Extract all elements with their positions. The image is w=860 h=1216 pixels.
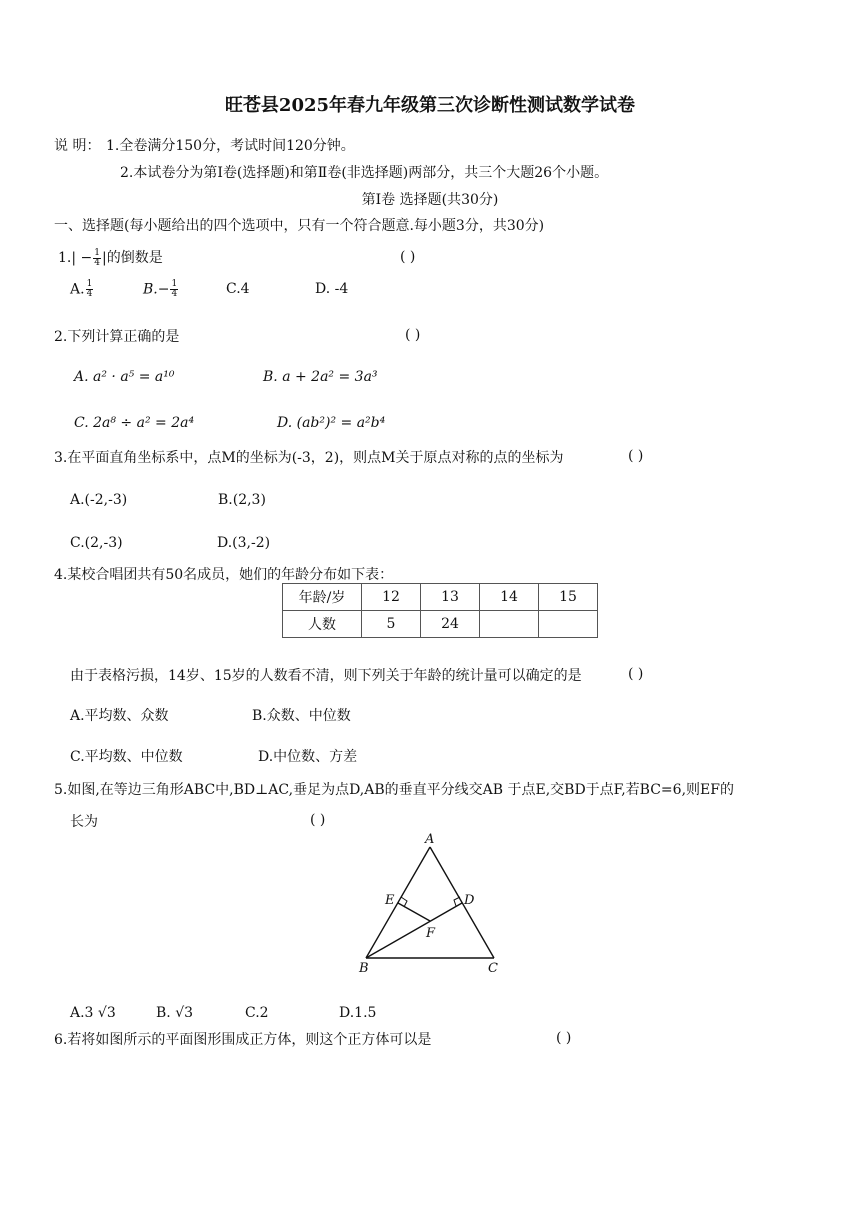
part-heading: 一、选择题(每小题给出的四个选项中，只有一个符合题意.每小题3分，共30分): [54, 218, 545, 234]
answer-paren: ( ): [310, 812, 326, 828]
answer-paren: ( ): [405, 327, 421, 343]
vertex-label-c: C: [488, 961, 498, 976]
table-cell: 人数: [283, 611, 362, 638]
question-3-stem: 3.在平面直角坐标系中，点M的坐标为(-3，2)，则点M关于原点对称的点的坐标为: [54, 450, 564, 466]
vertex-label-b: B: [359, 961, 369, 976]
notes-label: 说 明：: [54, 138, 101, 154]
table-cell: [539, 611, 598, 638]
point-label-e: E: [385, 893, 395, 908]
q5-option-b[interactable]: B. √3: [156, 1005, 194, 1021]
question-1-suffix: |的倒数是: [102, 250, 163, 266]
question-6-stem: 6.若将如图所示的平面图形围成正方体，则这个正方体可以是: [54, 1032, 432, 1048]
table-row: [283, 611, 598, 638]
edge-ab: [366, 847, 430, 958]
q1-option-d[interactable]: D. -4: [315, 281, 349, 297]
q4-option-d[interactable]: D.中位数、方差: [258, 749, 358, 765]
vertex-label-a: A: [425, 832, 435, 847]
q1-option-b[interactable]: B.− $\frac{1}{4}$: [143, 279, 178, 299]
table-cell: 5: [362, 611, 421, 638]
notes-line-1: 1.全卷满分150分，考试时间120分钟。: [106, 138, 355, 154]
point-label-f: F: [426, 926, 436, 941]
q3-option-b[interactable]: B.(2,3): [218, 492, 266, 508]
table-cell: [480, 611, 539, 638]
q2-option-d[interactable]: D. (ab²)² = a²b⁴: [277, 415, 386, 431]
triangle-figure: [356, 830, 506, 978]
q4-option-b[interactable]: B.众数、中位数: [252, 708, 351, 724]
answer-paren: ( ): [400, 249, 416, 265]
question-4-stem-2: 由于表格污损，14岁、15岁的人数看不清，则下列关于年龄的统计量可以确定的是: [70, 668, 582, 684]
answer-paren: ( ): [556, 1030, 572, 1046]
point-label-d: D: [464, 893, 475, 908]
q2-option-c[interactable]: C. 2a⁸ ÷ a² = 2a⁴: [74, 415, 195, 431]
segment-ef: [398, 903, 430, 921]
q5-option-c[interactable]: C.2: [245, 1005, 269, 1021]
table-cell: 14: [480, 584, 539, 611]
q3-option-d[interactable]: D.(3,-2): [217, 535, 271, 551]
edge-ac: [430, 847, 494, 958]
q2-option-b[interactable]: B. a + 2a² = 3a³: [263, 369, 378, 385]
question-1-stem: [58, 247, 163, 268]
table-cell: 15: [539, 584, 598, 611]
question-1-prefix: 1.| −: [58, 250, 93, 266]
q1-option-a[interactable]: A. $\frac{1}{4}$: [70, 279, 93, 299]
exam-title: 旺苍县2025年春九年级第三次诊断性测试数学试卷: [224, 95, 636, 116]
table-cell: 24: [421, 611, 480, 638]
question-5-stem: 5.如图,在等边三角形ABC中,BD⊥AC,垂足为点D,AB的垂直平分线交AB 于点E,交BD于点F,若BC=6,则EF的: [54, 782, 734, 798]
fraction: $\frac{1}{4}$: [94, 247, 100, 268]
question-2-stem: 2.下列计算正确的是: [54, 329, 180, 345]
table-row: [283, 584, 598, 611]
q5-option-d[interactable]: D.1.5: [339, 1005, 377, 1021]
question-4-stem: 4.某校合唱团共有50名成员，她们的年龄分布如下表：: [54, 567, 394, 583]
notes-line-2: 2.本试卷分为第Ⅰ卷(选择题)和第Ⅱ卷(非选择题)两部分，共三个大题26个小题。: [120, 165, 609, 181]
table-cell: 13: [421, 584, 480, 611]
q4-option-c[interactable]: C.平均数、中位数: [70, 749, 183, 765]
q4-option-a[interactable]: A.平均数、众数: [70, 708, 169, 724]
q2-option-a[interactable]: A. a² · a⁵ = a¹⁰: [74, 369, 175, 385]
section-title: 第Ⅰ卷 选择题(共30分): [361, 192, 499, 208]
q1-option-c[interactable]: C.4: [226, 281, 250, 297]
table-cell: 年龄/岁: [283, 584, 362, 611]
q3-option-c[interactable]: C.(2,-3): [70, 535, 123, 551]
answer-paren: ( ): [628, 448, 644, 464]
q5-option-a[interactable]: A.3 √3: [70, 1005, 116, 1021]
question-5-stem-2: 长为: [70, 814, 98, 830]
age-table: [282, 583, 598, 638]
table-cell: 12: [362, 584, 421, 611]
q3-option-a[interactable]: A.(-2,-3): [70, 492, 128, 508]
answer-paren: ( ): [628, 666, 644, 682]
